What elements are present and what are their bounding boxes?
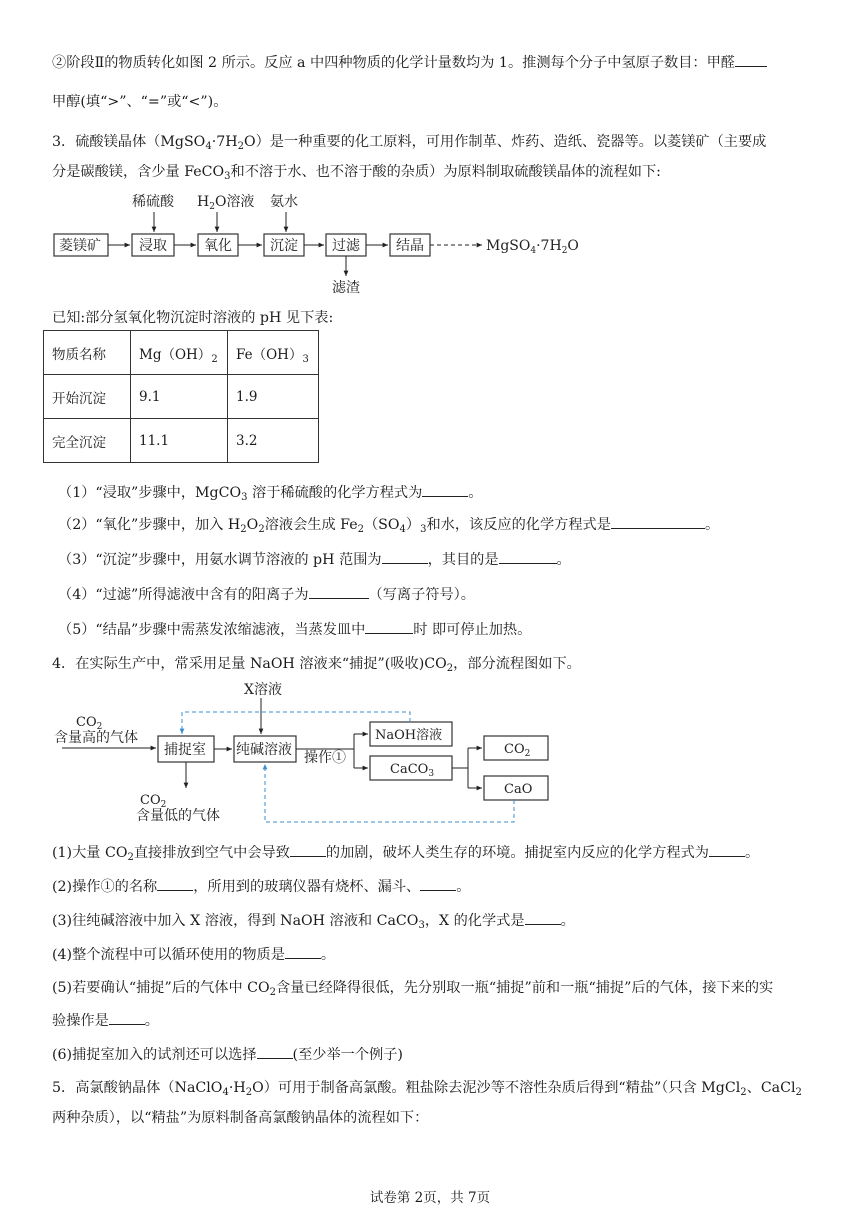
answer-blank[interactable]	[257, 1044, 293, 1059]
q3-s4: （4）“过滤”所得滤液中含有的阳离子为 （写离子符号）。	[58, 584, 475, 605]
page-footer: 试卷第 2页，共 7页	[369, 1190, 491, 1206]
answer-blank[interactable]	[365, 619, 413, 634]
flow-label-co2-low-gas: 含量低的气体	[136, 808, 220, 824]
q4-s4: (4)整个流程中可以循环使用的物质是 。	[52, 944, 335, 965]
table-header: $Mg(OH)_2$	[131, 331, 228, 375]
flow-label-leach: 浸取	[139, 238, 167, 254]
flow-label-co2-high: $CO_2$	[76, 715, 103, 732]
q5-line2: 两种杂质），以“精盐”为原料制备高氯酸钠晶体的流程如下：	[52, 1110, 429, 1126]
answer-blank[interactable]	[499, 549, 557, 564]
flow-product: $MgSO_4\cdot 7H_2O$	[486, 238, 579, 256]
table-header: $Fe(OH)_3$	[228, 331, 319, 375]
answer-blank[interactable]	[109, 1010, 145, 1025]
table-cell: 11.1	[131, 419, 228, 463]
q4-flow-diagram	[48, 680, 568, 828]
q3-s1: （1）“浸取”步骤中，MgCO$_3$ 溶于稀硫酸的化学方程式为 。	[58, 482, 482, 503]
flow-label-naoh: NaOH溶液	[375, 728, 443, 743]
q3-s5: （5）“结晶”步骤中需蒸发浓缩滤液，当蒸发皿中 时 即可停止加热。	[58, 619, 531, 640]
q3-s2: （2）“氧化”步骤中，加入 $H_2O_2$溶液会生成 $Fe_2(SO_4)_3$和水，该反应的化学方程式是 。	[58, 514, 719, 535]
q3-known: 已知:部分氢氧化物沉淀时溶液的 pH 见下表:	[52, 310, 334, 326]
answer-blank[interactable]	[420, 876, 456, 891]
q4-s1: (1)大量 $CO_2$直接排放到空气中会导致 的加剧，破坏人类生存的环境。捕捉室内反应的化学方程式为 。	[52, 842, 759, 863]
flow-label-x-solution: X溶液	[244, 682, 282, 698]
q4-s3: (3)往纯碱溶液中加入 X 溶液，得到 NaOH 溶液和 CaCO$_3$，X 的化学式是 。	[52, 910, 575, 931]
table-cell: 开始沉淀	[44, 375, 131, 419]
answer-blank[interactable]	[309, 584, 369, 599]
flow-label-filter: 过滤	[332, 238, 360, 254]
flow-label-soda: 纯碱溶液	[236, 742, 292, 758]
reagent-ammonia: 氨水	[270, 194, 298, 210]
table-cell: 9.1	[131, 375, 228, 419]
flow-label-co2-high-gas: 含量高的气体	[54, 730, 138, 746]
reagent-h2o2: $H_2O$溶液	[197, 194, 255, 212]
answer-blank[interactable]	[611, 514, 705, 529]
q4-intro: 4．在实际生产中，常采用足量 NaOH 溶液来“捕捉”(吸收)$CO_2$，部分流程图如下。	[52, 656, 581, 674]
q2-line2: 甲醇(填“>”、“=”或“<”)。	[52, 94, 228, 110]
answer-blank[interactable]	[525, 910, 561, 925]
flow-label-capture: 捕捉室	[164, 742, 206, 758]
q3-s3: （3）“沉淀”步骤中，用氨水调节溶液的 pH 范围为 ，其目的是 。	[58, 549, 571, 570]
table-cell: 完全沉淀	[44, 419, 131, 463]
flow-label-crystallize: 结晶	[396, 238, 424, 254]
q4-s2: (2)操作①的名称 ，所用到的玻璃仪器有烧杯、漏斗、 。	[52, 876, 470, 897]
answer-blank[interactable]	[422, 482, 468, 497]
answer-blank[interactable]	[735, 52, 767, 67]
answer-blank[interactable]	[382, 549, 428, 564]
q3-flow-diagram	[40, 186, 600, 300]
q4-s5: (5)若要确认“捕捉”后的气体中 $CO_2$含量已经降得很低，先分别取一瓶“捕捉”前和一瓶“捕捉”后的气体，接下来的实	[52, 980, 774, 998]
flow-label-residue: 滤渣	[332, 280, 360, 296]
q5-line1: 5．高氯酸钠晶体$(NaClO_4\cdot H_2O)$可用于制备高氯酸。粗盐除去泥沙等不溶性杂质后得到“精盐”（只含 MgCl$_2$、CaCl$_2$	[52, 1080, 802, 1098]
table-cell: 1.9	[228, 375, 319, 419]
q3-line1: 3．硫酸镁晶体$(MgSO_4\cdot 7H_2O)$是一种重要的化工原料，可用作制革、炸药、造纸、瓷器等。以菱镁矿（主要成	[52, 134, 767, 152]
flow-label-co2-low: $CO_2$	[140, 793, 167, 810]
answer-blank[interactable]	[285, 944, 321, 959]
flow-label-operation: 操作①	[304, 750, 346, 766]
q4-s6: (6)捕捉室加入的试剂还可以选择 (至少举一个例子)	[52, 1044, 403, 1065]
reagent-sulfuric-acid: 稀硫酸	[132, 194, 174, 210]
ph-table	[43, 330, 319, 463]
q2-line1: ②阶段Ⅱ的物质转化如图 2 所示。反应 a 中四种物质的化学计量数均为 1。推测每个分子中氢原子数目：甲醛	[52, 52, 767, 73]
q4-s5-cont: 验操作是 。	[52, 1010, 159, 1031]
table-cell: 3.2	[228, 419, 319, 463]
answer-blank[interactable]	[157, 876, 193, 891]
flow-label-cao: CaO	[504, 782, 533, 797]
answer-blank[interactable]	[290, 842, 326, 857]
flow-label-oxidize: 氧化	[204, 238, 232, 254]
flow-label-caco3: CaCO$_3$	[390, 762, 435, 779]
table-header: 物质名称	[44, 331, 131, 375]
flow-label-precipitate: 沉淀	[270, 238, 298, 254]
flow-label-magnesite: 菱镁矿	[59, 238, 101, 254]
q3-line2: 分是碳酸镁，含少量 FeCO$_3$和不溶于水、也不溶于酸的杂质）为原料制取硫酸镁晶体的流程如下:	[52, 164, 661, 182]
answer-blank[interactable]	[709, 842, 745, 857]
flow-label-co2: $CO_2$	[504, 742, 531, 759]
